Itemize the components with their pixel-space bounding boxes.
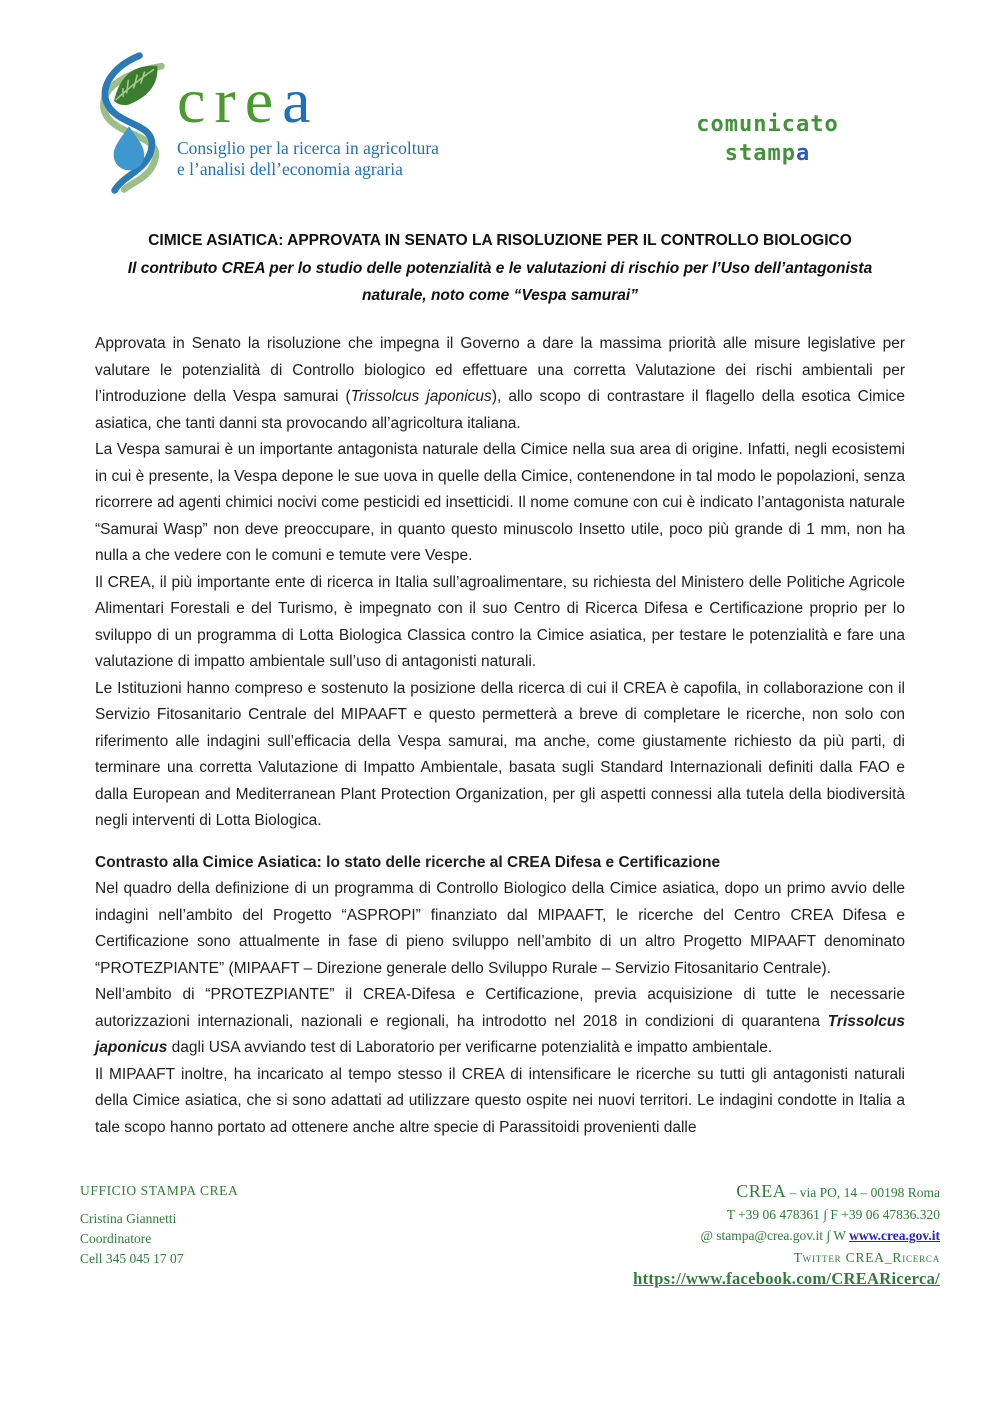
- body-paragraph: Nel quadro della definizione di un programma di Controllo Biologico della Cimice asiatica, dopo un primo avvio delle indagini nell’ambito del Progetto “ASPROPI” finanziato dal MIPAAFT, le ricerche del Centro CREA Difesa e Certificazione sono attualmente in fase di pieno sviluppo nell’ambito di un altro Progetto MIPAAFT denominato “PROTEZPIANTE” (MIPAAFT – Direzione generale dello Sviluppo Rurale – Servizio Fitosanitario Centrale).: [95, 880, 905, 977]
- water-drop-icon: [114, 126, 145, 170]
- press-release-label: [655, 110, 880, 168]
- body-paragraph: La Vespa samurai è un importante antagonista naturale della Cimice nella sua area di origine. Infatti, negli ecosistemi in cui è presente, la Vespa depone le sue uova in quelle della Cimice, contenendone in tal modo le popolazioni, senza ricorrere ad agenti chimici nocivi come pesticidi ed insetticidi. Il nome comune con cui è indicato l’antagonista naturale “Samurai Wasp” non deve preoccupare, in quanto questo minuscolo Insetto utile, poco più grande di 1 mm, non ha nulla a che vedere con le comuni e temute vere Vespe.: [95, 441, 905, 564]
- footer-contact-role: Coordinatore: [80, 1231, 152, 1246]
- footer-office-title: UFFICIO STAMPA CREA: [80, 1183, 239, 1198]
- footer-phones-line: T +39 06 478361 ∫ F +39 06 47836.320: [726, 1206, 940, 1222]
- page-footer: [80, 1181, 940, 1290]
- body-paragraph: Le Istituzioni hanno compreso e sostenuto la posizione della ricerca di cui il CREA è capofila, in collaborazione con il Servizio Fitosanitario Centrale del MIPAAFT e questo permetterà a breve di completare le ricerche, non solo con riferimento alle indagini sull’efficacia della Vespa samurai, ma anche, come giustamente richiesto da più parti, di terminare una corretta Valutazione di Impatto Ambientale, basata sugli Standard Internazionali definiti dalla FAO e dalla European and Mediterranean Plant Protection Organization, per gli aspetti connessi alla tutela della biodiversità negli interventi di Lotta Biologica.: [95, 679, 905, 829]
- footer-contact-name: Cristina Giannetti: [80, 1211, 177, 1226]
- footer-address-line: CREA – via PO, 14 – 00198 Roma: [736, 1181, 940, 1201]
- website-link[interactable]: www.crea.gov.it: [849, 1228, 940, 1243]
- footer-org-contacts: [633, 1181, 940, 1290]
- document-body: [95, 331, 905, 1141]
- tagline-line1: Consiglio per la ricerca in agricoltura: [177, 138, 439, 158]
- body-paragraph: Approvata in Senato la risoluzione che impegna il Governo a dare la massima priorità alle misure legislative per valutare le potenzialità di Controllo biologico ed effettuare una corretta Valutazione dei rischi ambientali per l’introduzione della Vespa samurai (Trissolcus japonicus), allo scopo di contrastare il flagello della esotica Cimice asiatica, che tanti danni sta provocando all’agricoltura italiana.: [95, 335, 906, 432]
- footer-brand: CREA: [736, 1181, 787, 1201]
- document-title: CIMICE ASIATICA: APPROVATA IN SENATO LA RISOLUZIONE PER IL CONTROLLO BIOLOGICO: [148, 232, 852, 249]
- document-subtitle: Il contributo CREA per lo studio delle potenzialità e le valutazioni di rischio per l’Uso dell’antagonista naturale, noto come “Vespa samurai”: [127, 259, 873, 304]
- tagline-line2: e l’analisi dell’economia agraria: [177, 159, 403, 179]
- press-label-line1: comunicato: [696, 112, 839, 137]
- footer-press-office: [80, 1181, 238, 1269]
- crea-logo: [85, 52, 439, 194]
- press-label-line2: stampa: [724, 141, 811, 166]
- footer-contact-phone: Cell 345 045 17 07: [80, 1251, 184, 1266]
- logo-text: [177, 52, 439, 180]
- body-paragraph: Nell’ambito di “PROTEZPIANTE” il CREA-Difesa e Certificazione, previa acquisizione di tutte le necessarie autorizzazioni internazionali, nazionali e regionali, ha introdotto nel 2018 in condizioni di quarantena Trissolcus japonicus dagli USA avviando test di Laboratorio per verificarne potenzialità e impatto ambientale.: [95, 986, 905, 1056]
- footer-twitter-line: Twitter CREA_Ricerca: [793, 1249, 940, 1265]
- title-block: [95, 227, 905, 310]
- facebook-link[interactable]: https://www.facebook.com/CREARicerca/: [633, 1269, 940, 1288]
- footer-email-line: @ stampa@crea.gov.it ∫ W www.crea.gov.it: [700, 1228, 940, 1243]
- body-paragraph: Il CREA, il più importante ente di ricerca in Italia sull’agroalimentare, su richiesta del Ministero delle Politiche Agricole Alimentari Forestali e del Turismo, è impegnato con il suo Centro di Ricerca Difesa e Certificazione proprio per lo sviluppo di un programma di Lotta Biologica Classica contro la Cimice asiatica, per testare le potenzialità e fare una valutazione di impatto ambientale sull’uso di antagonisti naturali.: [95, 573, 905, 670]
- dna-helix-icon: [85, 52, 171, 194]
- logo-tagline: [177, 138, 439, 180]
- brand-suffix: a: [282, 65, 320, 136]
- body-paragraph: Il MIPAAFT inoltre, ha incaricato al tempo stesso il CREA di intensificare le ricerche su tutti gli antagonisti naturali della Cimice asiatica, che si sono adattati ad utilizzare questo ospite nei nuovi territori. Le indagini condotte in Italia a tale scopo hanno portato ad ottenere anche altre specie di Parassitoidi provenienti dalle: [95, 1065, 905, 1136]
- section-heading: Contrasto alla Cimice Asiatica: lo stato delle ricerche al CREA Difesa e Certificazione: [95, 853, 721, 871]
- brand-wordmark: [177, 65, 439, 136]
- brand-prefix: cre: [177, 65, 283, 136]
